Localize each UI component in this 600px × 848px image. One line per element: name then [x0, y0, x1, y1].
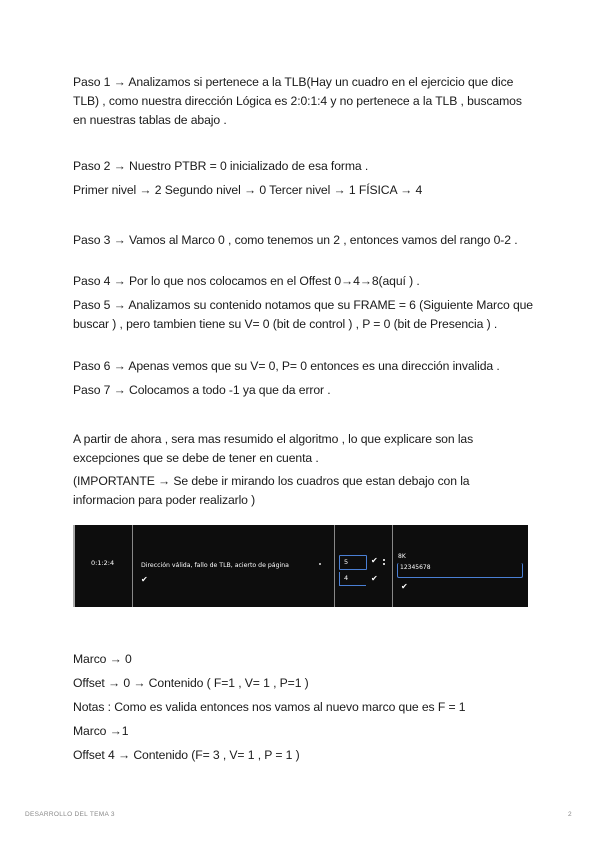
paragraph-paso1: Paso 1 → Analizamos si pertenece a la TLB(Hay un cuadro en el ejercicio que dice TLB) , como nuestra dirección Lógica es 2:0:1:4 y no pertenece a la TLB , buscamos en nuestras tablas de abajo . — [73, 75, 522, 127]
input-b-field[interactable] — [339, 572, 366, 586]
check-icon: ✔ — [371, 556, 378, 565]
paragraph-offset4: Offset 4 → Contenido (F= 3 , V= 1 , P = 1 ) — [73, 748, 300, 762]
address-text: 0:1:2:4 — [91, 559, 115, 567]
check-icon: ✔ — [371, 574, 378, 583]
input-b-value: 4 — [344, 574, 349, 582]
input-a-field[interactable] — [339, 555, 367, 570]
message-text: Dirección válida, fallo de TLB, acierto de página — [141, 562, 289, 569]
paragraph-marco0: Marco → 0 — [73, 652, 132, 666]
embedded-screenshot — [73, 525, 528, 607]
page-number: 2 — [568, 811, 572, 818]
paragraph-paso4: Paso 4 → Por lo que nos colocamos en el Offest 0→4→8(aquí ) . — [73, 274, 420, 288]
value-text: 12345678 — [400, 564, 431, 571]
paragraph-paso2: Paso 2 → Nuestro PTBR = 0 inicializado de esa forma . — [73, 159, 369, 173]
paragraph-importante: (IMPORTANTE → Se debe ir mirando los cuadros que estan debajo con la informacion para poder realizarlo ) — [73, 474, 470, 507]
paragraph-resumen: A partir de ahora , sera mas resumido el algoritmo , lo que explicare son las excepciones que se debe de tener en cuenta . — [73, 432, 474, 465]
paragraph-notas: Notas : Como es valida entonces nos vamos al nuevo marco que es F = 1 — [73, 700, 466, 714]
paragraph-paso3: Paso 3 → Vamos al Marco 0 , como tenemos un 2 , entonces vamos del rango 0-2 . — [73, 233, 518, 247]
value-cell — [393, 525, 528, 607]
paragraph-niveles: Primer nivel → 2 Segundo nivel → 0 Tercer nivel → 1 FÍSICA → 4 — [73, 183, 423, 197]
value-field[interactable] — [397, 563, 523, 578]
footer-title: DESARROLLO DEL TEMA 3 — [25, 811, 115, 818]
paragraph-paso6: Paso 6 → Apenas vemos que su V= 0, P= 0 entonces es una dirección invalida . — [73, 359, 500, 373]
paragraph-marco1: Marco →1 — [73, 724, 129, 738]
paragraph-offset0: Offset → 0 → Contenido ( F=1 , V= 1 , P=1 ) — [73, 676, 309, 690]
address-cell — [75, 525, 133, 607]
inputs-cell — [335, 525, 393, 607]
value-label: 8K — [398, 553, 406, 560]
message-cell — [133, 525, 335, 607]
input-a-value: 5 — [344, 558, 349, 566]
paragraph-paso5: Paso 5 → Analizamos su contenido notamos que su FRAME = 6 (Siguiente Marco que buscar ) , pero tambien tiene su V= 0 (bit de control ) , P = 0 (bit de Presencia ) . — [73, 298, 533, 331]
check-icon: ✔ — [401, 582, 408, 591]
paragraph-paso7: Paso 7 → Colocamos a todo -1 ya que da error . — [73, 383, 331, 397]
check-icon: ✔ — [141, 575, 148, 584]
